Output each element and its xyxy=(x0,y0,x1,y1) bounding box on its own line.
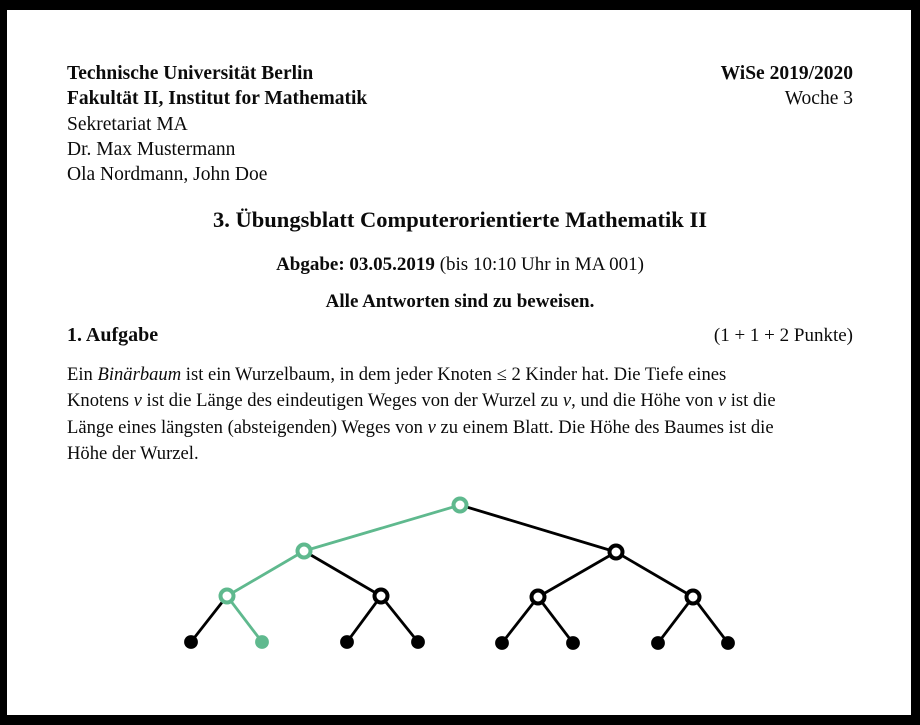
tree-node-internal xyxy=(610,546,623,559)
paragraph-line: Ein Binärbaum ist ein Wurzelbaum, in dem jeder Knoten ≤ 2 Kinder hat. Die Tiefe eines xyxy=(67,364,727,385)
tree-edge xyxy=(616,552,693,597)
week-label: Woche 3 xyxy=(784,88,853,110)
tree-edge xyxy=(304,505,460,551)
institution-line: Dr. Max Mustermann xyxy=(67,138,236,160)
tree-edge xyxy=(347,596,381,642)
tree-node-leaf xyxy=(721,636,735,650)
task-heading-row xyxy=(67,324,853,347)
tree-node-leaf xyxy=(566,636,580,650)
tree-edge xyxy=(304,551,381,596)
task-paragraph xyxy=(67,362,859,467)
paragraph-line: Knotens v ist die Länge des eindeutigen Weges von der Wurzel zu v, und die Höhe von v ist die xyxy=(67,390,776,412)
tree-edge xyxy=(538,552,616,597)
institution-line: Fakultät II, Institut for Mathematik xyxy=(67,88,368,110)
tree-edge xyxy=(381,596,418,642)
tree-node-leaf xyxy=(495,636,509,650)
proof-notice: Alle Antworten sind zu beweisen. xyxy=(325,291,595,312)
tree-node-internal xyxy=(221,590,234,603)
tree-edge xyxy=(693,597,728,643)
institution-line: Technische Universität Berlin xyxy=(67,63,314,84)
tree-edge xyxy=(227,596,262,642)
institution-block xyxy=(67,61,367,187)
tree-node-internal xyxy=(532,591,545,604)
tree-edge xyxy=(658,597,693,643)
binary-tree-figure xyxy=(0,480,920,670)
tree-edge xyxy=(191,596,227,642)
tree-node-leaf xyxy=(651,636,665,650)
paragraph-line: Länge eines längsten (absteigenden) Weges von v zu einem Blatt. Die Höhe des Baumes ist die xyxy=(67,416,774,438)
tree-node-internal xyxy=(375,590,388,603)
tree-edge xyxy=(460,505,616,552)
semester-label: WiSe 2019/2020 xyxy=(720,63,853,84)
due-date-label: Abgabe: 03.05.2019 xyxy=(276,254,435,275)
semester-block xyxy=(721,61,853,112)
institution-line: Sekretariat MA xyxy=(67,113,188,135)
tree-edge xyxy=(502,597,538,643)
institution-line: Ola Nordmann, John Doe xyxy=(67,164,268,186)
sheet-title: 3. Übungsblatt Computerorientierte Mathematik II xyxy=(213,207,707,232)
tree-edge xyxy=(227,551,304,596)
tree-node-leaf xyxy=(255,635,269,649)
tree-edge xyxy=(538,597,573,643)
paragraph-line: Höhe der Wurzel. xyxy=(67,442,199,464)
tree-node-leaf xyxy=(184,635,198,649)
due-date-detail: (bis 10:10 Uhr in MA 001) xyxy=(434,254,644,275)
tree-node-leaf xyxy=(340,635,354,649)
tree-node-leaf xyxy=(411,635,425,649)
tree-node-internal xyxy=(454,499,467,512)
task-points: (1 + 1 + 2 Punkte) xyxy=(713,325,853,346)
tree-node-internal xyxy=(687,591,700,604)
due-date-line xyxy=(0,254,920,276)
tree-node-internal xyxy=(298,545,311,558)
task-title: 1. Aufgabe xyxy=(67,324,159,346)
